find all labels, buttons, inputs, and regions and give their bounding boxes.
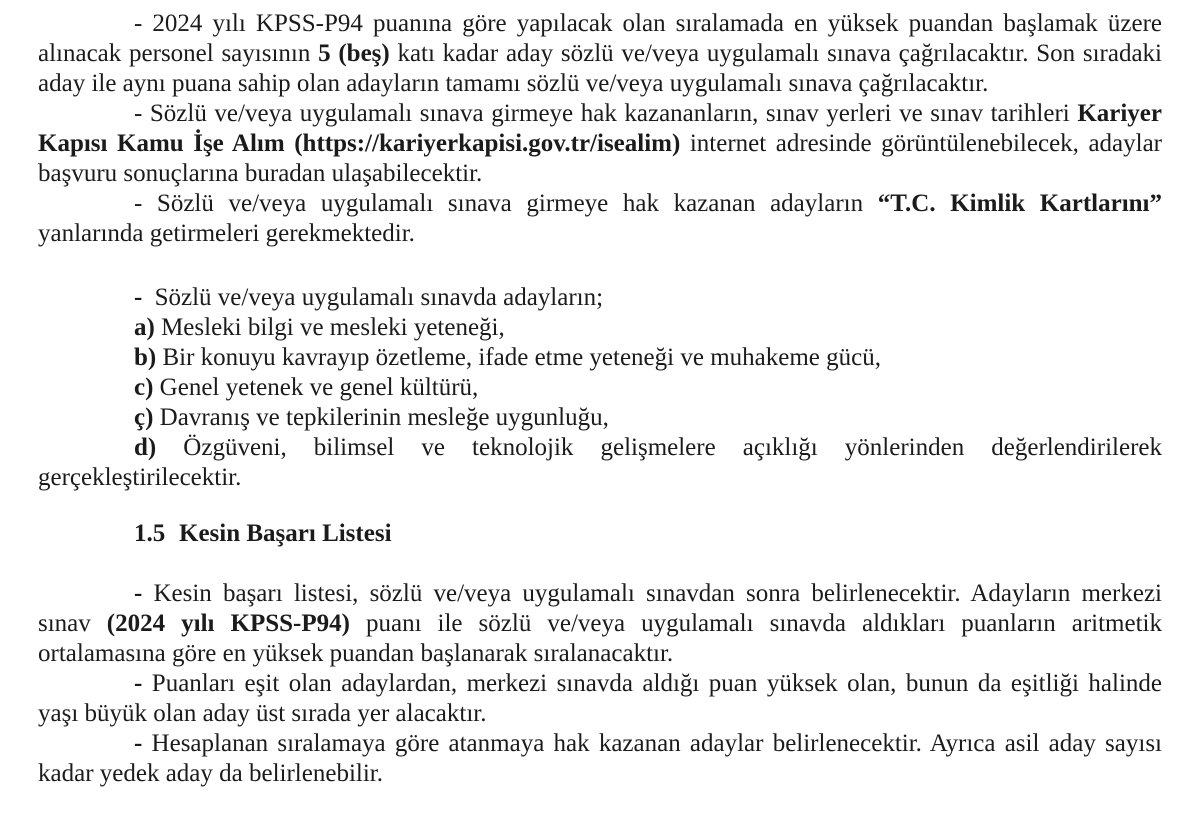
paragraph-reserve-candidates <box>38 729 1162 789</box>
text-run-bold-kpss: (2024 yılı KPSS-P94) <box>106 610 350 637</box>
paragraph-evaluation-intro <box>38 283 1162 313</box>
paragraph-tie-breaking <box>38 669 1162 729</box>
section-heading-kesin-basari-listesi <box>134 519 1162 549</box>
list-marker: d) <box>134 434 157 461</box>
text-run: Hesaplanan sıralamaya göre atanmaya hak kazanan adaylar belirlenecektir. Ayrıca asil aday sayısı kadar yedek aday da belirlenebilir. <box>38 730 1162 787</box>
text-run: puanı ile sözlü ve/veya uygulamalı sınavda aldıkları puanların aritmetik ortalamasına göre en yüksek puandan başlanarak sıralanacaktır. <box>38 610 1162 667</box>
text-run-bold-dash: - <box>134 580 143 607</box>
text-run: - Sözlü ve/veya uygulamalı sınava girmeye hak kazanan adayların <box>134 190 878 217</box>
list-item-text: Mesleki bilgi ve mesleki yeteneği, <box>154 314 505 341</box>
text-run: katı kadar aday sözlü ve/veya uygulamalı sınava çağrılacaktır. Son sıradaki aday ile aynı puana sahip olan adayların tamamı sözlü ve/veya uygulamalı sınava çağrılacaktır. <box>38 40 1162 97</box>
paragraph-id-card-requirement <box>38 189 1162 249</box>
list-item-b <box>38 343 1162 373</box>
list-item-text: Özgüveni, bilimsel ve teknolojik gelişmelere açıklığı yönlerinden değerlendirilerek gerçekleştirilecektir. <box>38 434 1162 491</box>
text-run: Puanları eşit olan adaylardan, merkezi sınavda aldığı puan yüksek olan, bunun da eşitliği halinde yaşı büyük olan aday üst sırada yer alacaktır. <box>38 670 1162 727</box>
paragraph-kpss-ranking <box>38 9 1162 99</box>
text-run-bold-dash: - <box>134 284 143 311</box>
heading-number: 1.5 <box>134 520 166 547</box>
text-run: - 2024 yılı KPSS-P94 puanına göre yapılacak olan sıralamada en yüksek puandan başlamak üzere alınacak personel sayısının <box>38 10 1162 67</box>
list-item-text: Bir konuyu kavrayıp özetleme, ifade etme yeteneği ve muhakeme gücü, <box>156 344 881 371</box>
text-run-bold-dash: - <box>134 730 143 757</box>
text-run: yanlarında getirmeleri gerekmektedir. <box>38 220 415 247</box>
text-run-bold: 5 (beş) <box>318 40 390 67</box>
paragraph-exam-locations <box>38 99 1162 189</box>
text-run: Kesin başarı listesi, sözlü ve/veya uygulamalı sınavdan sonra belirlenecektir. Adayların merkezi sınav <box>38 580 1162 637</box>
list-marker: ç) <box>134 404 154 431</box>
heading-text: Kesin Başarı Listesi <box>179 520 392 547</box>
list-item-a <box>38 313 1162 343</box>
list-item-c-cedilla <box>38 403 1162 433</box>
text-run-bold-dash: - <box>134 670 143 697</box>
text-run-bold-id-card: “T.C. Kimlik Kartlarını” <box>877 190 1163 217</box>
list-marker: b) <box>134 344 157 371</box>
text-run: - Sözlü ve/veya uygulamalı sınava girmeye hak kazananların, sınav yerleri ve sınav tarihleri <box>134 100 1078 127</box>
list-item-c <box>38 373 1162 403</box>
text-run: Sözlü ve/veya uygulamalı sınavda adayların; <box>148 284 604 311</box>
list-item-d <box>38 433 1162 493</box>
paragraph-final-list <box>38 579 1162 669</box>
list-marker: c) <box>134 374 154 401</box>
text-run-bold-kariyer-kapisi-url: Kariyer Kapısı Kamu İşe Alım (https://kariyerkapisi.gov.tr/isealim) <box>38 100 1162 157</box>
list-marker: a) <box>134 314 155 341</box>
list-item-text: Davranış ve tepkilerinin mesleğe uygunluğu, <box>153 404 609 431</box>
text-run: internet adresinde görüntülenebilecek, adaylar başvuru sonuçlarına buradan ulaşabilecektir. <box>38 130 1163 187</box>
list-item-text: Genel yetenek ve genel kültürü, <box>153 374 479 401</box>
